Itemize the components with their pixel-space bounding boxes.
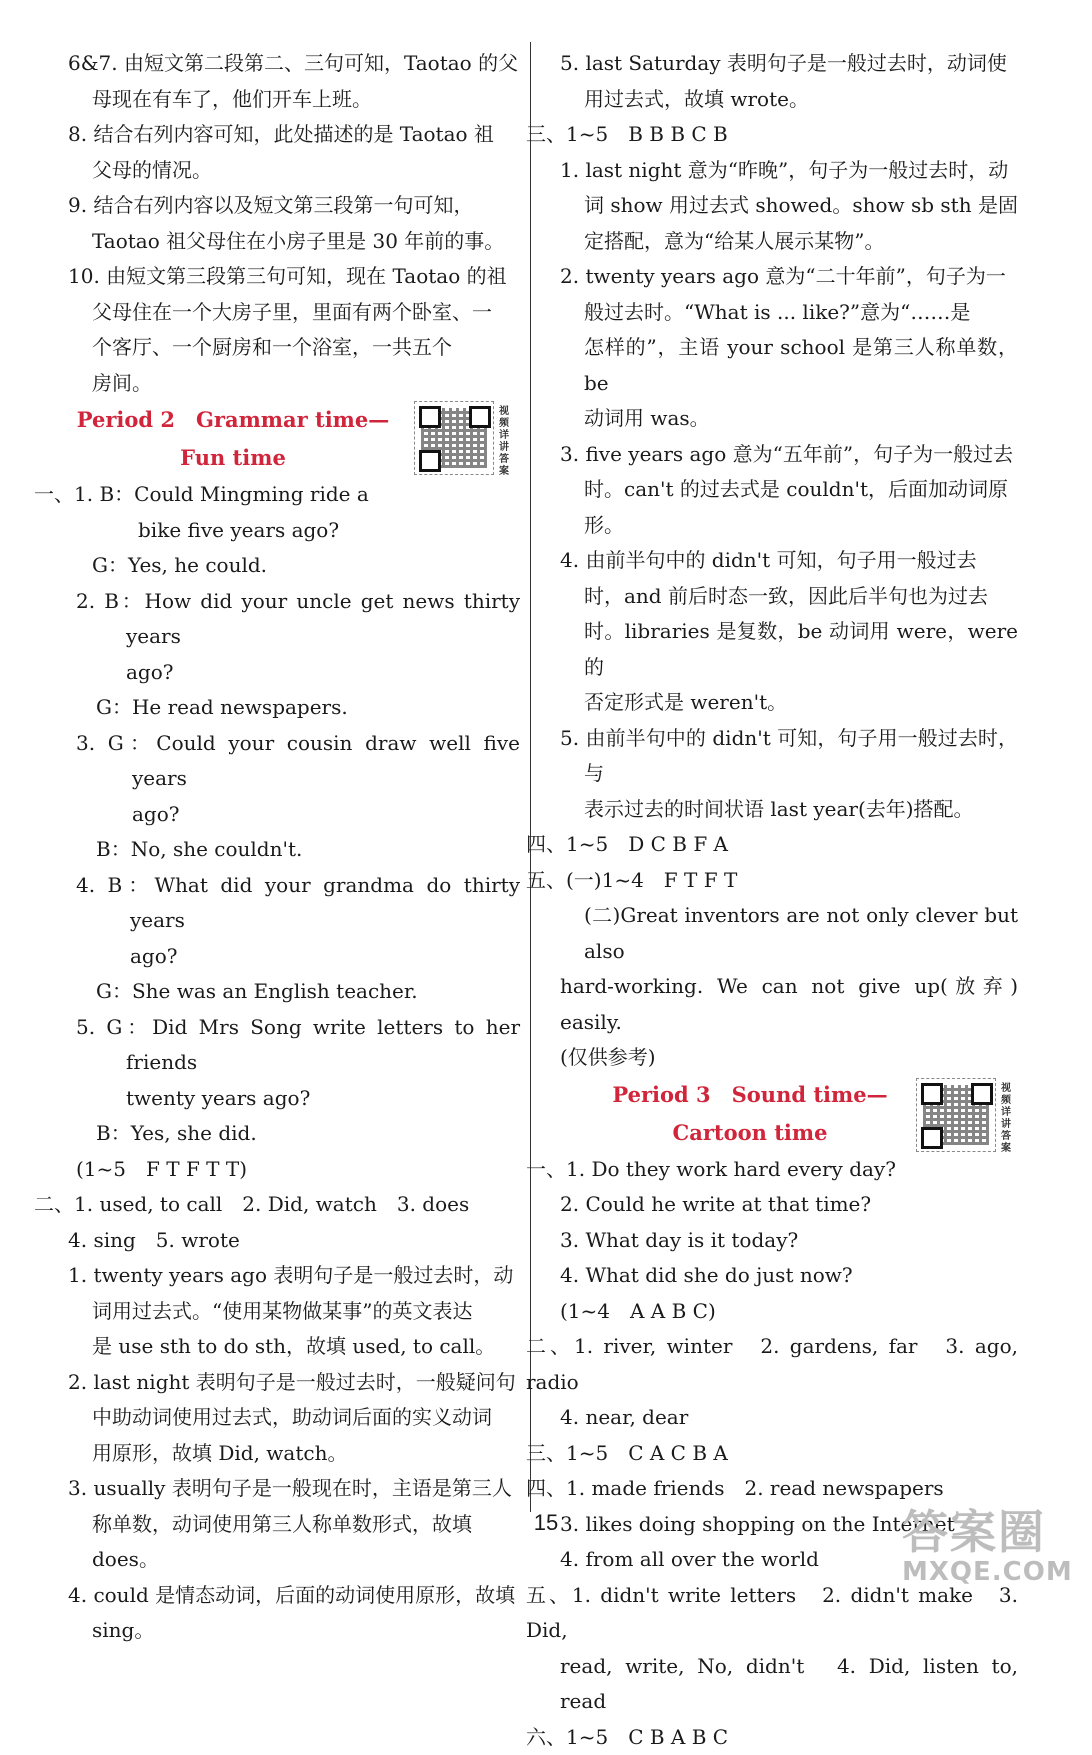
answer-line: 5. G：Did Mrs Song write letters to her friends twenty years ago? <box>68 1010 520 1117</box>
column-divider <box>530 42 531 1512</box>
answer-key: (1~4 A A B C) <box>560 1294 1018 1330</box>
answer-line: 四、1. made friends 2. read newspapers <box>526 1471 1018 1507</box>
answer-note: (仅供参考) <box>560 1040 1018 1076</box>
answer-line: 五、1. didn't write letters 2. didn't make 3. Did, <box>526 1578 1018 1649</box>
explanation: 4. 由前半句中的 didn't 可知，句子用一般过去 时，and 前后时态一致，因此后半句也为过去 时。libraries 是复数，be 动词用 were，were 的 否定形式是 weren't。 <box>560 543 1018 721</box>
answer-key: 五、(一)1~4 F T F T <box>526 863 1018 899</box>
page-number: 15 <box>0 1510 1092 1536</box>
answer-line: 3. G：Could your cousin draw well five years ago? <box>68 726 520 833</box>
answer-line: read, write, No, didn't 4. Did, listen to, read <box>560 1649 1018 1720</box>
answer-line: 一、1. Do they work hard every day? <box>526 1152 1018 1188</box>
watermark-logo: 答案圈 MXQE.COM <box>902 1506 1072 1592</box>
explanation: 3. usually 表明句子是一般现在时，主语是第三人 称单数，动词使用第三人称单数形式，故填 does。 <box>68 1471 520 1578</box>
answer-line: 6&7. 由短文第二段第二、三句可知，Taotao 的父 母现在有车了，他们开车上班。 <box>68 46 520 117</box>
answer-line: 9. 结合右列内容以及短文第三段第一句可知， Taotao 祖父母住在小房子里是 30 年前的事。 <box>68 188 520 259</box>
explanation: 4. could 是情态动词，后面的动词使用原形，故填 sing。 <box>68 1578 520 1649</box>
qr-caption: 视频详讲答案 <box>999 1083 1013 1155</box>
answer-line: 2. Could he write at that time? <box>560 1187 1018 1223</box>
right-column <box>560 46 1018 1755</box>
answer-line: 3. What day is it today? <box>560 1223 1018 1259</box>
answer-line: 3. likes doing shopping on the Internet <box>560 1507 1018 1543</box>
qr-caption: 视频详讲答案 <box>497 406 511 478</box>
answer-line: 4. near, dear <box>560 1400 1018 1436</box>
explanation: 5. last Saturday 表明句子是一般过去时，动词使 用过去式，故填 wrote。 <box>560 46 1018 117</box>
answer-line: B：Yes, she did. <box>68 1116 520 1152</box>
answer-line: 8. 结合右列内容可知，此处描述的是 Taotao 祖 父母的情况。 <box>68 117 520 188</box>
qr-code-icon[interactable] <box>916 1078 996 1152</box>
qr-code-icon[interactable] <box>414 401 494 475</box>
answer-line: 二、1. used, to call 2. Did, watch 3. does <box>34 1187 520 1223</box>
answer-key: (1~5 F T F T T) <box>68 1152 520 1188</box>
answer-line: G：She was an English teacher. <box>68 974 520 1010</box>
explanation: 2. twenty years ago 意为“二十年前”，句子为一 般过去时。“What is ... like?”意为“……是 怎样的”，主语 your school 是第三人称单数，be 动词用 was。 <box>560 259 1018 437</box>
answer-line: (二)Great inventors are not only clever but also <box>560 898 1018 969</box>
answer-line: bike five years ago? <box>68 513 520 549</box>
explanation: 1. last night 意为“昨晚”，句子为一般过去时，动 词 show 用过去式 showed。show sb sth 是固 定搭配，意为“给某人展示某物”。 <box>560 153 1018 260</box>
answer-line: G：Yes, he could. <box>68 548 520 584</box>
period-3-heading: Period 3 Sound time— Cartoon time 视频详讲答案 <box>580 1076 920 1152</box>
answer-line: 4. B：What did your grandma do thirty years ago? <box>68 868 520 975</box>
answer-line: 2. B：How did your uncle get news thirty years ago? <box>68 584 520 691</box>
explanation: 1. twenty years ago 表明句子是一般过去时，动 词用过去式。“使用某物做某事”的英文表达 是 use sth to do sth，故填 used, to call。 <box>68 1258 520 1365</box>
answer-line: 4. from all over the world <box>560 1542 1018 1578</box>
answer-line: B：No, she couldn't. <box>68 832 520 868</box>
left-column <box>68 46 520 1649</box>
answer-line: 10. 由短文第三段第三句可知，现在 Taotao 的祖 父母住在一个大房子里，里面有两个卧室、一 个客厅、一个厨房和一个浴室，一共五个 房间。 <box>68 259 520 401</box>
answer-key: 三、1~5 C A C B A <box>526 1436 1018 1472</box>
answer-line: G：He read newspapers. <box>68 690 520 726</box>
period-2-heading: Period 2 Grammar time— Fun time 视频详讲答案 <box>68 401 398 477</box>
explanation: 5. 由前半句中的 didn't 可知，句子用一般过去时，与 表示过去的时间状语 last year(去年)搭配。 <box>560 721 1018 828</box>
answer-line: 一、1. B：Could Mingming ride a <box>34 477 520 513</box>
answer-line: 4. What did she do just now? <box>560 1258 1018 1294</box>
answer-key: 四、1~5 D C B F A <box>526 827 1018 863</box>
explanation: 3. five years ago 意为“五年前”，句子为一般过去 时。can't 的过去式是 couldn't，后面加动词原 形。 <box>560 437 1018 544</box>
explanation: 2. last night 表明句子是一般过去时，一般疑问句 中助动词使用过去式，助动词后面的实义动词 用原形，故填 Did, watch。 <box>68 1365 520 1472</box>
answer-line: 4. sing 5. wrote <box>68 1223 520 1259</box>
answer-key: 六、1~5 C B A B C <box>526 1720 1018 1755</box>
answer-line: 二、1. river, winter 2. gardens, far 3. ago, radio <box>526 1329 1018 1400</box>
answer-line: hard-working. We can not give up(放弃) easily. <box>560 969 1018 1040</box>
answer-key: 三、1~5 B B B C B <box>526 117 1018 153</box>
